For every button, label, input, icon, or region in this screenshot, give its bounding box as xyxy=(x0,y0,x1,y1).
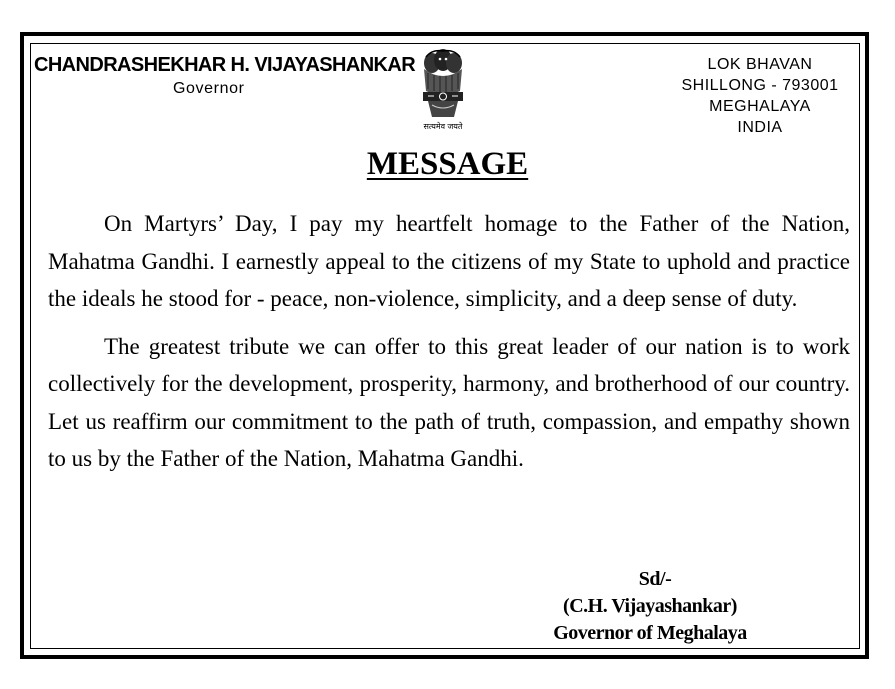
governor-title: Governor xyxy=(173,80,245,97)
national-emblem-icon xyxy=(418,47,468,135)
governor-name: CHANDRASHEKHAR H. VIJAYASHANKAR xyxy=(34,54,416,76)
message-heading-text: MESSAGE xyxy=(366,146,529,182)
message-paragraph: On Martyrs’ Day, I pay my heartfelt homage to the Father of the Nation, Mahatma Gandhi. I earnestly appeal to the citizens of my State to uphold and practice the ideals he stood for - peace, non-violence, simplicity, and a deep sense of duty. xyxy=(48,211,850,311)
address-line: SHILLONG - 793001 xyxy=(681,77,839,94)
message-heading xyxy=(0,146,895,183)
signature-name: (C.H. Vijayashankar) xyxy=(563,595,737,617)
message-body xyxy=(48,205,850,488)
address-line: MEGHALAYA xyxy=(709,98,811,115)
signature-block xyxy=(520,566,780,647)
message-paragraph: The greatest tribute we can offer to this great leader of our nation is to work collectively for the development, prosperity, harmony, and brotherhood of our country. Let us reaffirm our commitment to the path of truth, compassion, and empathy shown to us by the Father of the Nation, Mahatma Gandhi. xyxy=(48,333,850,471)
address-line: INDIA xyxy=(737,119,783,136)
address-block xyxy=(665,54,855,138)
emblem-motto: सत्यमेव जयते xyxy=(423,122,463,131)
signature-sd: Sd/- xyxy=(638,568,672,590)
signature-designation: Governor of Meghalaya xyxy=(553,622,747,644)
address-line: LOK BHAVAN xyxy=(707,56,813,73)
